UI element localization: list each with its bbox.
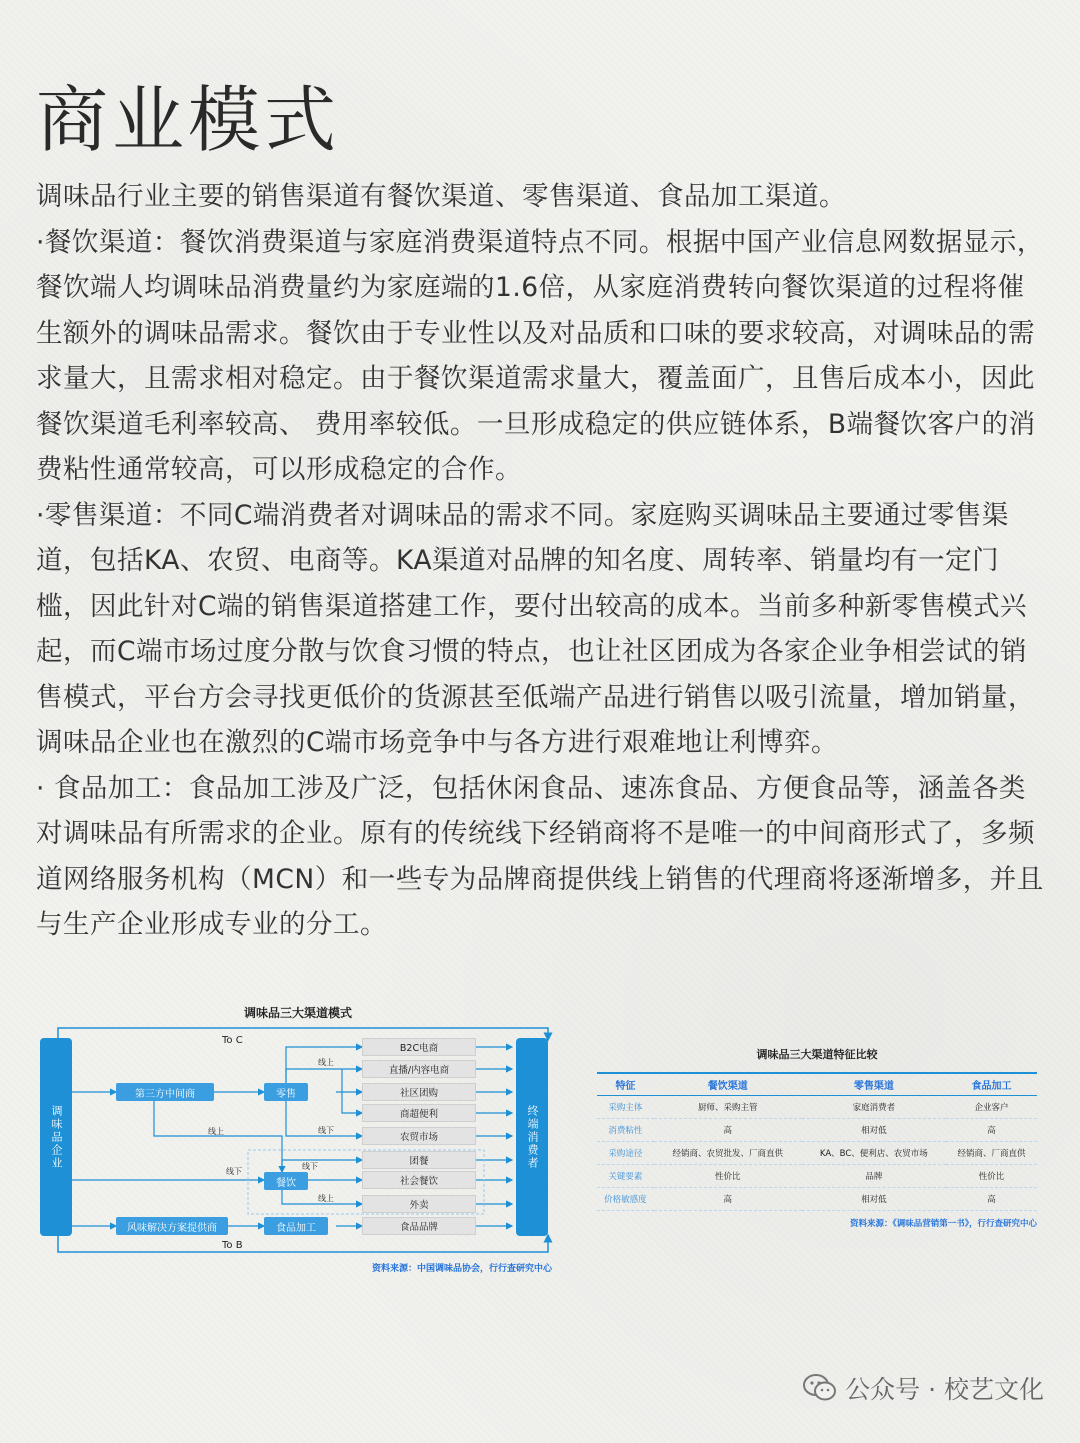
row-header: 采购途径 bbox=[597, 1142, 654, 1165]
right-bar-consumer: 终端消费者 bbox=[516, 1038, 548, 1236]
table-title: 调味品三大渠道特征比较 bbox=[756, 1048, 878, 1061]
table-header-row bbox=[597, 1073, 1037, 1096]
table-cell: 企业客户 bbox=[946, 1096, 1037, 1119]
row-header: 采购主体 bbox=[597, 1096, 654, 1119]
table-cell: KA、BC、便利店、农贸市场 bbox=[802, 1142, 946, 1165]
table-cell: 性价比 bbox=[654, 1165, 802, 1188]
header-retail: 零售渠道 bbox=[802, 1073, 946, 1096]
table-cell: 高 bbox=[654, 1119, 802, 1142]
box-third-party: 第三方中间商 bbox=[116, 1083, 214, 1101]
table-cell: 厨师、采购主管 bbox=[654, 1096, 802, 1119]
label-online-1: 线上 bbox=[318, 1058, 334, 1067]
header-food-processing: 食品加工 bbox=[946, 1073, 1037, 1096]
table-row bbox=[597, 1188, 1037, 1211]
label-to-b: To B bbox=[222, 1240, 243, 1251]
box-flavor-solution: 风味解决方案提供商 bbox=[116, 1217, 228, 1235]
label-offline-3: 线下 bbox=[302, 1162, 318, 1171]
table-cell: 品牌 bbox=[802, 1165, 946, 1188]
table-row bbox=[597, 1119, 1037, 1142]
table-cell: 高 bbox=[946, 1188, 1037, 1211]
table-cell: 经销商、农贸批发、厂商直供 bbox=[654, 1142, 802, 1165]
channel-model-diagram bbox=[36, 1000, 560, 1278]
channel-social-catering: 社会餐饮 bbox=[362, 1171, 476, 1189]
header-feature: 特征 bbox=[597, 1073, 654, 1096]
page-title: 商业模式 bbox=[36, 78, 341, 162]
channel-b2c-ecommerce: B2C电商 bbox=[362, 1038, 476, 1056]
comparison-table bbox=[597, 1072, 1037, 1211]
channel-live-ecommerce: 直播/内容电商 bbox=[362, 1060, 476, 1078]
channel-farmers-market: 农贸市场 bbox=[362, 1127, 476, 1145]
diagram-source: 资料来源：中国调味品协会，行行查研究中心 bbox=[371, 1264, 552, 1274]
label-offline-1: 线下 bbox=[318, 1126, 334, 1135]
table-cell: 家庭消费者 bbox=[802, 1096, 946, 1119]
box-catering: 餐饮 bbox=[264, 1172, 308, 1190]
channel-community-group: 社区团购 bbox=[362, 1083, 476, 1101]
table-cell: 相对低 bbox=[802, 1119, 946, 1142]
diagram-frame bbox=[36, 1000, 560, 1278]
channel-comparison-table bbox=[597, 1046, 1037, 1229]
table-row bbox=[597, 1165, 1037, 1188]
row-header: 关键要素 bbox=[597, 1165, 654, 1188]
label-offline-2: 线下 bbox=[226, 1167, 242, 1176]
table-source: 资料来源：《调味品营销第一书》，行行查研究中心 bbox=[849, 1219, 1037, 1229]
channel-group-meal: 团餐 bbox=[362, 1151, 476, 1169]
paragraph-food-processing: · 食品加工：食品加工涉及广泛，包括休闲食品、速冻食品、方便食品等，涵盖各类对调味品有所需求的企业。原有的传统线下经销商将不是唯一的中间商形式了，多频道网络服务机构（MCN）和一些专为品牌商提供线上销售的代理商将逐渐增多，并且与生产企业形成专业的分工。 bbox=[36, 772, 1044, 940]
label-online-2: 线上 bbox=[208, 1127, 224, 1136]
left-bar-enterprise: 调味品企业 bbox=[40, 1038, 72, 1236]
box-retail: 零售 bbox=[264, 1083, 308, 1101]
paragraph-catering: ·餐饮渠道：餐饮消费渠道与家庭消费渠道特点不同。根据中国产业信息网数据显示，餐饮端人均调味品消费量约为家庭端的1.6倍，从家庭消费转向餐饮渠道的过程将催生额外的调味品需求。餐饮由于专业性以及对品质和口味的要求较高，对调味品的需求量大，且需求相对稳定。由于餐饮渠道需求量大，覆盖面广，且售后成本小，因此餐饮渠道毛利率较高、 费用率较低。一旦形成稳定的供应链体系，B端餐饮客户的消费粘性通常较高，可以形成稳定的合作。 bbox=[36, 226, 1044, 485]
label-online-3: 线上 bbox=[318, 1194, 334, 1203]
account-name: 公众号 · 校艺文化 bbox=[845, 1375, 1044, 1404]
table-cell: 性价比 bbox=[946, 1165, 1037, 1188]
table-cell: 高 bbox=[946, 1119, 1037, 1142]
channel-takeout: 外卖 bbox=[362, 1195, 476, 1213]
paragraph-retail: ·零售渠道：不同C端消费者对调味品的需求不同。家庭购买调味品主要通过零售渠道，包括KA、农贸、电商等。KA渠道对品牌的知名度、周转率、销量均有一定门槛，因此针对C端的销售渠道搭建工作，要付出较高的成本。当前多种新零售模式兴起，而C端市场过度分散与饮食习惯的特点，也让社区团成为各家企业争相尝试的销售模式，平台方会寻找更低价的货源甚至低端产品进行销售以吸引流量，增加销量，调味品企业也在激烈的C端市场竞争中与各方进行艰难地让利博弈。 bbox=[36, 499, 1035, 758]
wechat-account-watermark bbox=[803, 1370, 1044, 1406]
table-row bbox=[597, 1096, 1037, 1119]
box-food-processing: 食品加工 bbox=[264, 1217, 328, 1235]
row-header: 消费粘性 bbox=[597, 1119, 654, 1142]
label-to-c: To C bbox=[222, 1035, 243, 1046]
channel-supermarket: 商超便利 bbox=[362, 1104, 476, 1122]
diagram-title: 调味品三大渠道模式 bbox=[243, 1006, 352, 1020]
table-cell: 高 bbox=[654, 1188, 802, 1211]
table-cell: 经销商、厂商直供 bbox=[946, 1142, 1037, 1165]
article-body bbox=[36, 174, 1046, 948]
table-row bbox=[597, 1142, 1037, 1165]
paragraph-intro: 调味品行业主要的销售渠道有餐饮渠道、零售渠道、食品加工渠道。 bbox=[36, 181, 846, 212]
wechat-icon bbox=[803, 1373, 837, 1403]
header-catering: 餐饮渠道 bbox=[654, 1073, 802, 1096]
row-header: 价格敏感度 bbox=[597, 1188, 654, 1211]
table-cell: 相对低 bbox=[802, 1188, 946, 1211]
channel-food-brand: 食品品牌 bbox=[362, 1217, 476, 1235]
